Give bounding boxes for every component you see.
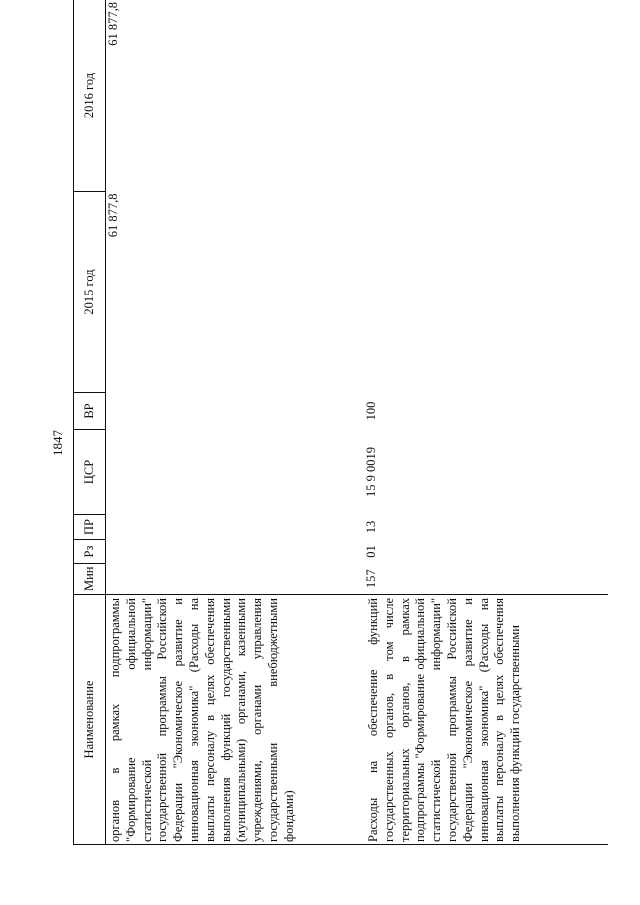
table-row: [106, 0, 359, 845]
row-vr: 100: [364, 401, 378, 421]
row-2016: [358, 0, 608, 192]
row-csr: 15 9 0019: [364, 447, 378, 497]
rotated-budget-table-page: [73, 0, 618, 845]
row-min: [106, 564, 359, 595]
row-vr: [106, 393, 359, 430]
row-name: Расходы на обеспечение функций государственных органов, в том числе территориальных органов, в рамках подпрограммы "Формирование официальной статистической информации" государственной программы Российской Федерации "Экономическое развитие и инновационная экономика" (Расходы на выплаты персоналу в целях обеспечения выполнения функций государственными: [358, 595, 608, 845]
budget-table: [73, 0, 608, 845]
header-vr: ВР: [74, 393, 106, 430]
row-pr: 13: [364, 520, 378, 534]
header-name: Наименование: [74, 595, 106, 845]
table-row: [358, 0, 608, 845]
header-csr: ЦСР: [74, 430, 106, 515]
table-header-row: [74, 0, 106, 845]
row-name: органов в рамках подпрограммы "Формирование официальной статистической информации" государственной программы Российской Федерации "Экономическое развитие и инновационная экономика" (Расходы на выплаты персоналу в целях обеспечения выполнения функций государственными (муниципальными) органами, казенными учреждениями, органами управления государственными внебюджетными фондами): [106, 595, 359, 845]
page-number: 1847: [50, 430, 65, 456]
header-2015: 2015 год: [74, 192, 106, 393]
row-csr: [106, 430, 359, 515]
row-2015: [358, 192, 608, 393]
row-2015: 61 877,8: [106, 193, 120, 238]
row-pr: [106, 515, 359, 540]
header-pr: ПР: [74, 515, 106, 540]
row-rz: [106, 540, 359, 564]
row-min: 157: [364, 569, 378, 589]
header-min: Мин: [74, 564, 106, 595]
row-rz: 01: [364, 545, 378, 558]
header-2016: 2016 год: [74, 0, 106, 192]
header-rz: Рз: [74, 540, 106, 564]
row-2016: 61 877,8: [106, 0, 359, 192]
